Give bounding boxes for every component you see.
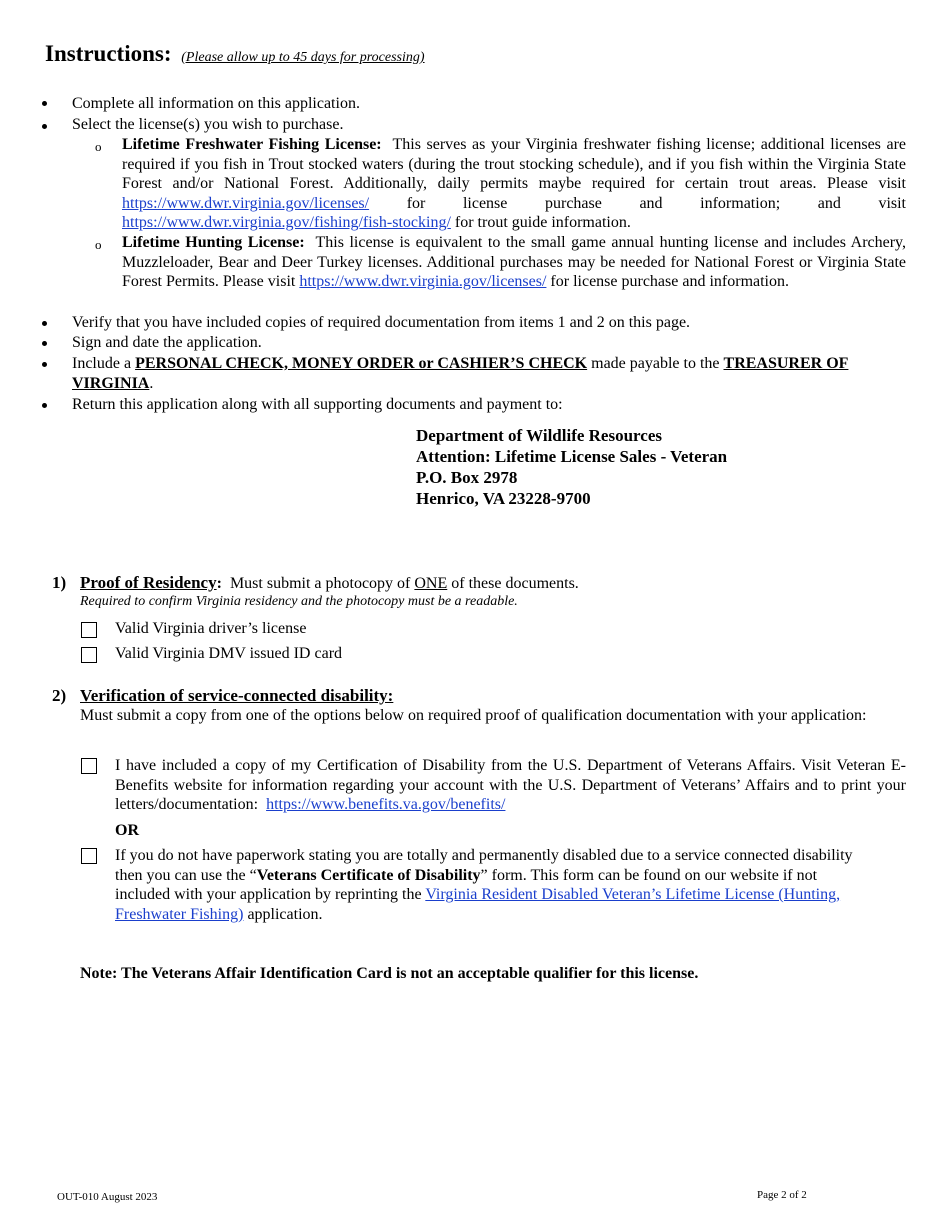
fishing-license-text: This serves as your Virginia freshwater fishing license; additional licenses are required if you fish in Trout stocked waters (during the trout stocking schedule), and if you fish within the Virginia State Forest and/or National Forest. Additionally, daily permits maybe required for certain trout areas. Please visit: [122, 136, 907, 192]
licenses-link[interactable]: https://www.dwr.virginia.gov/licenses/: [122, 194, 370, 212]
disability-verification-title: Verification of service-connected disability:: [80, 686, 394, 705]
instruction-return: Return this application along with all supporting documents and payment to:: [72, 396, 563, 413]
bullet-icon: [42, 124, 47, 129]
instruction-complete-info: Complete all information on this application.: [72, 95, 360, 112]
fishing-license-info: [122, 135, 906, 233]
bullet-icon: [42, 101, 47, 106]
section-1-text-pre: Must submit a photocopy of: [229, 575, 411, 592]
instruction-sign-date: Sign and date the application.: [72, 334, 262, 351]
mailing-address: [416, 425, 727, 509]
va-certification-text: [115, 756, 906, 815]
address-line-2: Attention: Lifetime License Sales - Veteran: [416, 447, 728, 466]
certificate-of-disability-checkbox[interactable]: [81, 848, 97, 864]
certificate-text-2: ” form. This form can be found on our website if not included with your application by reprinting the: [115, 866, 818, 903]
page-title: [45, 41, 425, 68]
payment-methods: PERSONAL CHECK, MONEY ORDER or CASHIER’S CHECK: [135, 355, 588, 372]
address-line-3: P.O. Box 2978: [416, 468, 518, 487]
va-certification-description: I have included a copy of my Certification of Disability from the U.S. Department of Veterans Affairs. Visit Veteran E-Benefits website for information regarding your account with the U.S. Department of Veterans’ Affairs and to print your letters/documentation:: [115, 757, 906, 813]
hunting-license-label: Lifetime Hunting License:: [122, 234, 305, 251]
va-benefits-link[interactable]: https://www.benefits.va.gov/benefits/: [266, 796, 506, 813]
va-certification-checkbox[interactable]: [81, 758, 97, 774]
section-1-number: 1): [52, 573, 67, 592]
proof-of-residency-title: Proof of Residency: [80, 573, 217, 592]
circle-bullet-icon: o: [95, 237, 102, 252]
payment-text-mid: made payable to the: [591, 355, 720, 372]
processing-note: (Please allow up to 45 days for processing): [181, 50, 425, 65]
certificate-form-name: Veterans Certificate of Disability: [256, 866, 481, 884]
section-1-one: ONE: [414, 575, 448, 592]
bullet-icon: [42, 341, 47, 346]
section-2-number: 2): [52, 686, 67, 705]
certificate-of-disability-text: [115, 846, 875, 924]
fish-stocking-link[interactable]: https://www.dwr.virginia.gov/fishing/fish-stocking/: [122, 214, 451, 231]
bullet-icon: [42, 403, 47, 408]
disabled-veteran-application-link[interactable]: Virginia Resident Disabled Veteran’s Lifetime License (Hunting, Freshwater Fishing): [115, 886, 841, 923]
section-1-heading: [80, 573, 579, 594]
instruction-verify-docs: Verify that you have included copies of required documentation from items 1 and 2 on this page.: [72, 314, 691, 331]
section-2-heading: [80, 686, 393, 707]
payment-text-pre: Include a: [72, 355, 132, 372]
section-1-text-post: of these documents.: [451, 575, 579, 592]
drivers-license-checkbox[interactable]: [81, 622, 97, 638]
fishing-license-label: Lifetime Freshwater Fishing License:: [122, 136, 382, 153]
certificate-text-3: application.: [247, 905, 323, 923]
address-line-1: Department of Wildlife Resources: [416, 426, 662, 445]
dmv-id-label: Valid Virginia DMV issued ID card: [115, 645, 343, 662]
form-id: OUT-010 August 2023: [57, 1191, 158, 1203]
payment-text-end: .: [149, 374, 154, 392]
dmv-id-checkbox[interactable]: [81, 647, 97, 663]
hunting-license-text: This license is equivalent to the small game annual hunting license and includes Archery, Muzzleloader, Bear and Deer Turkey licenses. Additional purchases may be needed for National Forest or Virginia State Forest Permits. Please visit: [122, 234, 907, 290]
page-number: Page 2 of 2: [757, 1189, 807, 1201]
title-heading: Instructions:: [45, 41, 172, 66]
bullet-icon: [42, 362, 47, 367]
heading-colon: :: [216, 575, 222, 592]
hunting-license-text-2: for license purchase and information.: [550, 273, 789, 290]
or-separator: OR: [115, 822, 139, 839]
va-id-card-note: Note: The Veterans Affair Identification Card is not an acceptable qualifier for this license.: [80, 965, 699, 982]
section-2-intro: Must submit a copy from one of the options below on required proof of qualification documentation with your application:: [80, 707, 867, 724]
instruction-payment: [72, 354, 906, 393]
instruction-select-license: Select the license(s) you wish to purchase.: [72, 116, 344, 133]
drivers-license-label: Valid Virginia driver’s license: [115, 620, 307, 637]
certificate-text-1: If you do not have paperwork stating you are totally and permanently disabled due to a service connected disability then you can use the “: [115, 847, 853, 884]
fishing-license-text-2: for license purchase and information; and visit: [406, 194, 907, 212]
bullet-icon: [42, 321, 47, 326]
circle-bullet-icon: o: [95, 139, 102, 154]
payee-name: TREASURER OF VIRGINIA: [72, 355, 849, 392]
residency-note: Required to confirm Virginia residency and the photocopy must be a readable.: [80, 594, 518, 609]
address-line-4: Henrico, VA 23228-9700: [416, 489, 591, 508]
hunting-license-info: [122, 233, 906, 292]
licenses-link-2[interactable]: https://www.dwr.virginia.gov/licenses/: [299, 273, 547, 290]
fishing-license-text-3: for trout guide information.: [454, 214, 631, 231]
